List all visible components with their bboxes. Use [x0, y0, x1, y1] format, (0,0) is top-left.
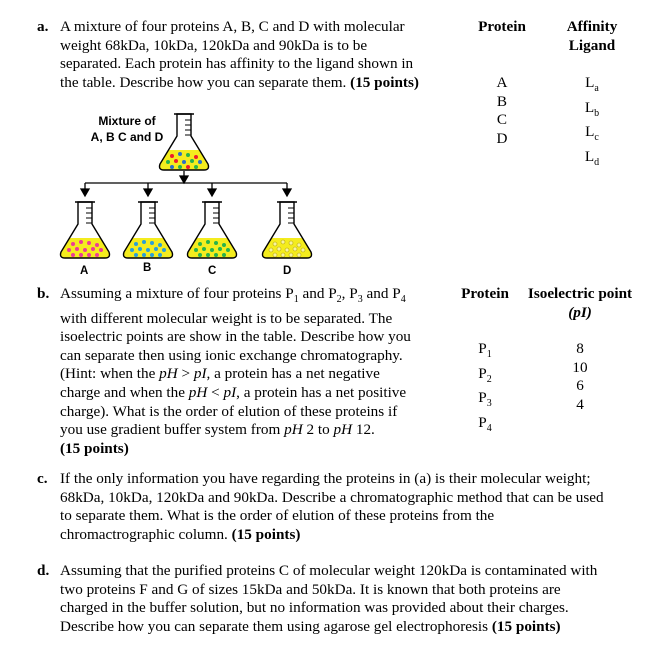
section-a-label: a.	[37, 18, 49, 35]
pi-row-protein: $P_1$	[478, 340, 492, 361]
pi-table-header-iso: Isoelectric point (pI)	[527, 285, 633, 321]
section-a-line: separated. Each protein has affinity to the ligand shown in	[60, 55, 414, 73]
flow-arrows	[81, 171, 291, 196]
flask-d	[263, 202, 312, 258]
section-b-line: can separate then using ionic exchange chromatography.	[60, 346, 403, 364]
mixture-label: Mixture of A, B C and D	[90, 114, 164, 144]
flask-label-b: B	[143, 262, 152, 274]
flask-b	[124, 202, 173, 258]
section-c-line: 68kDa, 10kDa, 120kDa and 90kDa. Describe a chromatographic method that can be used	[60, 488, 604, 506]
section-d-label: d.	[37, 562, 50, 579]
section-c-text	[60, 470, 658, 544]
section-d-points: (15 points)	[491, 617, 561, 635]
pi-table-header-protein: Protein	[461, 285, 509, 302]
pi-table-proteins	[455, 340, 515, 439]
section-b-line: isoelectric points are show in the table. Describe how you	[60, 328, 411, 346]
section-a-points: (15 points)	[350, 73, 419, 91]
section-c-points: (15 points)	[231, 525, 301, 543]
pi-row-value: 6	[576, 377, 584, 395]
affinity-row-ligand: $L_d$	[584, 147, 600, 168]
mixture-flask	[160, 114, 209, 170]
section-d-line: charged in the buffer solution, but no information was provided about their charges.	[60, 599, 569, 617]
affinity-row-ligand: $L_b$	[584, 98, 600, 119]
flask-label-d: D	[283, 265, 292, 277]
section-b-line	[60, 440, 455, 459]
section-b-label: b.	[37, 285, 50, 302]
section-a-line: weight 68kDa, 10kDa, 120kDa and 90kDa is to be	[60, 36, 368, 54]
section-d-text	[60, 562, 658, 636]
pi-row-protein: $P_3$	[478, 389, 492, 410]
section-c-label: c.	[37, 470, 48, 487]
section-d-line: two proteins F and G of sizes 15kDa and 50kDa. It is known that both proteins are	[60, 580, 561, 598]
flask-label-a: A	[80, 265, 89, 277]
section-b-line: charge and when the pH < pI, a protein has a net positive	[60, 384, 407, 401]
flask-c	[188, 202, 237, 258]
section-b-line: Assuming a mixture of four proteins $P_1$ and $P_2$, $P_3$ and $P_4$	[60, 285, 406, 306]
section-b-line: (Hint: when the pH > pI, a protein has a net negative	[60, 365, 380, 383]
affinity-row-protein: C	[496, 111, 508, 129]
affinity-row-ligand: $L_c$	[585, 123, 599, 144]
section-c-line: to separate them. What is the order of elution of these proteins from the	[60, 507, 495, 525]
affinity-table-header-protein: Protein	[478, 18, 526, 35]
section-c-line: If the only information you have regarding the proteins in (a) is their molecular weight;	[60, 470, 591, 487]
pi-table-values	[550, 340, 610, 414]
section-a-line: the table. Describe how you can separate them. (15 points)	[60, 73, 419, 91]
section-d-line: Describe how you can separate them using agarose gel electrophoresis (15 points)	[60, 617, 561, 635]
pi-row-value: 8	[576, 340, 584, 357]
pi-row-value: 10	[572, 358, 588, 376]
section-b-line: with different molecular weight is to be separated. The	[60, 309, 393, 327]
separation-diagram	[0, 0, 662, 290]
affinity-row-protein: D	[496, 129, 508, 147]
section-b-text	[60, 285, 455, 458]
flask-a	[61, 202, 110, 258]
affinity-row-ligand: $L_a$	[585, 74, 599, 95]
affinity-row-protein: A	[496, 74, 508, 91]
section-c-line: chromactrographic column. (15 points)	[60, 525, 301, 543]
section-a-line: A mixture of four proteins A, B, C and D with molecular	[60, 18, 405, 35]
affinity-row-protein: B	[496, 92, 508, 110]
section-b-line: charge). What is the order of elution of these proteins if	[60, 402, 398, 420]
section-d-line: Assuming that the purified proteins C of molecular weight 120kDa is contaminated with	[60, 562, 598, 579]
flask-label-c: C	[208, 265, 217, 277]
section-b-points: (15 points)	[60, 439, 129, 457]
section-b-line: you use gradient buffer system from pH 2 to pH 12.	[60, 421, 375, 439]
pi-row-protein: $P_2$	[478, 364, 492, 385]
affinity-table-header-affinity: Affinity Ligand	[566, 18, 618, 54]
pi-row-value: 4	[576, 395, 584, 413]
pi-row-protein: $P_4$	[478, 413, 492, 434]
